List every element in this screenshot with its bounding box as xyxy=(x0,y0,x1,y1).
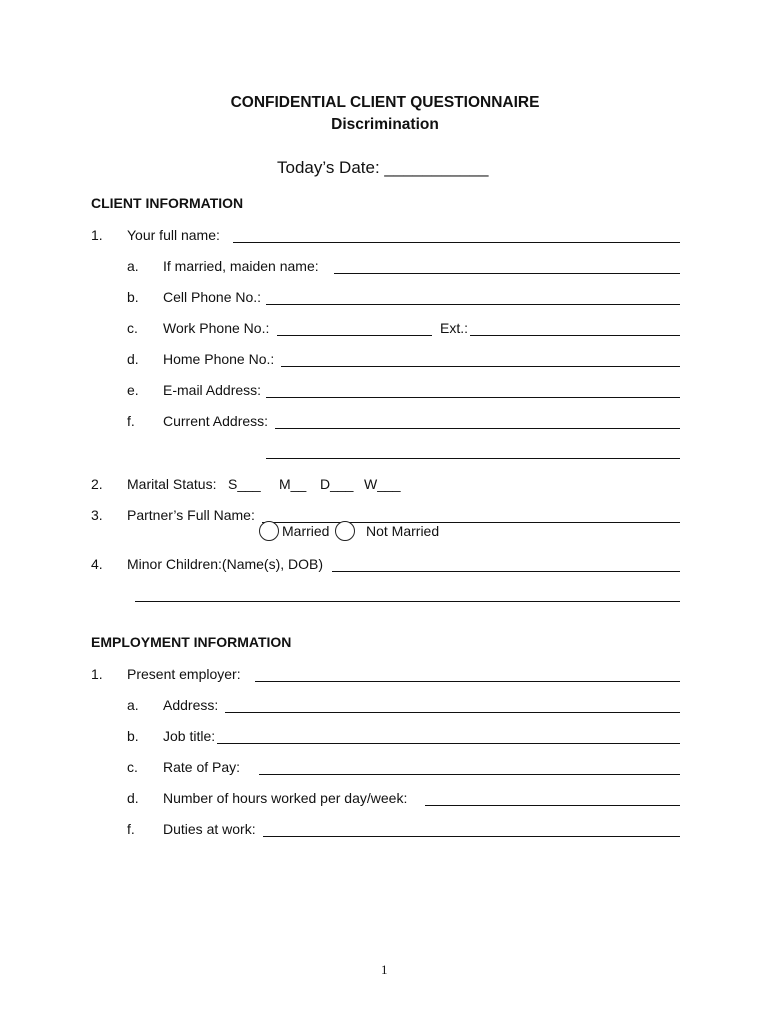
full-name-field[interactable] xyxy=(233,242,680,243)
minor-children-field-line-2[interactable] xyxy=(135,601,680,602)
cell-phone-field[interactable] xyxy=(266,304,680,305)
item-letter: d. xyxy=(127,790,139,806)
item-letter: f. xyxy=(127,821,135,837)
home-phone-label: Home Phone No.: xyxy=(163,351,275,367)
item-number: 3. xyxy=(91,507,103,523)
form-subtitle: Discrimination xyxy=(331,116,439,133)
todays-date-field[interactable]: Today’s Date: ___________ xyxy=(277,158,489,177)
present-employer-field[interactable] xyxy=(255,681,680,682)
maiden-name-label: If married, maiden name: xyxy=(163,258,319,274)
present-employer-label: Present employer: xyxy=(127,666,241,682)
item-letter: d. xyxy=(127,351,139,367)
item-letter: e. xyxy=(127,382,139,398)
married-option-label: Married xyxy=(282,523,330,539)
maiden-name-field[interactable] xyxy=(334,273,680,274)
item-number: 4. xyxy=(91,556,103,572)
duties-label: Duties at work: xyxy=(163,821,256,837)
marital-widowed-field[interactable]: W___ xyxy=(364,476,401,492)
current-address-field-line-2[interactable] xyxy=(266,458,680,459)
employer-address-field[interactable] xyxy=(225,712,680,713)
ext-field[interactable] xyxy=(470,335,680,336)
item-letter: f. xyxy=(127,413,135,429)
current-address-field[interactable] xyxy=(275,428,680,429)
marital-married-field[interactable]: M__ xyxy=(279,476,307,492)
married-radio[interactable] xyxy=(259,521,279,541)
rate-of-pay-field[interactable] xyxy=(259,774,680,775)
ext-label: Ext.: xyxy=(440,320,469,336)
item-letter: a. xyxy=(127,258,139,274)
partner-name-label: Partner’s Full Name: xyxy=(127,507,255,523)
current-address-label: Current Address: xyxy=(163,413,269,429)
form-title: CONFIDENTIAL CLIENT QUESTIONNAIRE xyxy=(230,94,540,111)
minor-children-label: Minor Children:(Name(s), DOB) xyxy=(127,556,324,572)
item-number: 1. xyxy=(91,666,103,682)
item-letter: c. xyxy=(127,759,138,775)
work-phone-label: Work Phone No.: xyxy=(163,320,270,336)
item-number: 2. xyxy=(91,476,103,492)
email-field[interactable] xyxy=(266,397,680,398)
not-married-radio[interactable] xyxy=(335,521,355,541)
not-married-option-label: Not Married xyxy=(366,523,440,539)
duties-field[interactable] xyxy=(263,836,680,837)
item-letter: b. xyxy=(127,289,139,305)
item-letter: a. xyxy=(127,697,139,713)
job-title-label: Job title: xyxy=(163,728,216,744)
work-phone-field[interactable] xyxy=(277,335,432,336)
rate-of-pay-label: Rate of Pay: xyxy=(163,759,241,775)
marital-divorced-field[interactable]: D___ xyxy=(320,476,354,492)
page-number: 1 xyxy=(381,962,388,977)
marital-status-label: Marital Status: xyxy=(127,476,217,492)
employment-information-heading: EMPLOYMENT INFORMATION xyxy=(91,634,292,650)
email-label: E-mail Address: xyxy=(163,382,262,398)
client-information-heading: CLIENT INFORMATION xyxy=(91,195,244,211)
job-title-field[interactable] xyxy=(217,743,680,744)
item-letter: c. xyxy=(127,320,138,336)
home-phone-field[interactable] xyxy=(281,366,680,367)
cell-phone-label: Cell Phone No.: xyxy=(163,289,262,305)
employer-address-label: Address: xyxy=(163,697,219,713)
item-number: 1. xyxy=(91,227,103,243)
marital-single-field[interactable]: S___ xyxy=(228,476,261,492)
item-letter: b. xyxy=(127,728,139,744)
full-name-label: Your full name: xyxy=(127,227,220,243)
hours-worked-label: Number of hours worked per day/week: xyxy=(163,790,408,806)
minor-children-field[interactable] xyxy=(332,571,680,572)
hours-worked-field[interactable] xyxy=(425,805,680,806)
